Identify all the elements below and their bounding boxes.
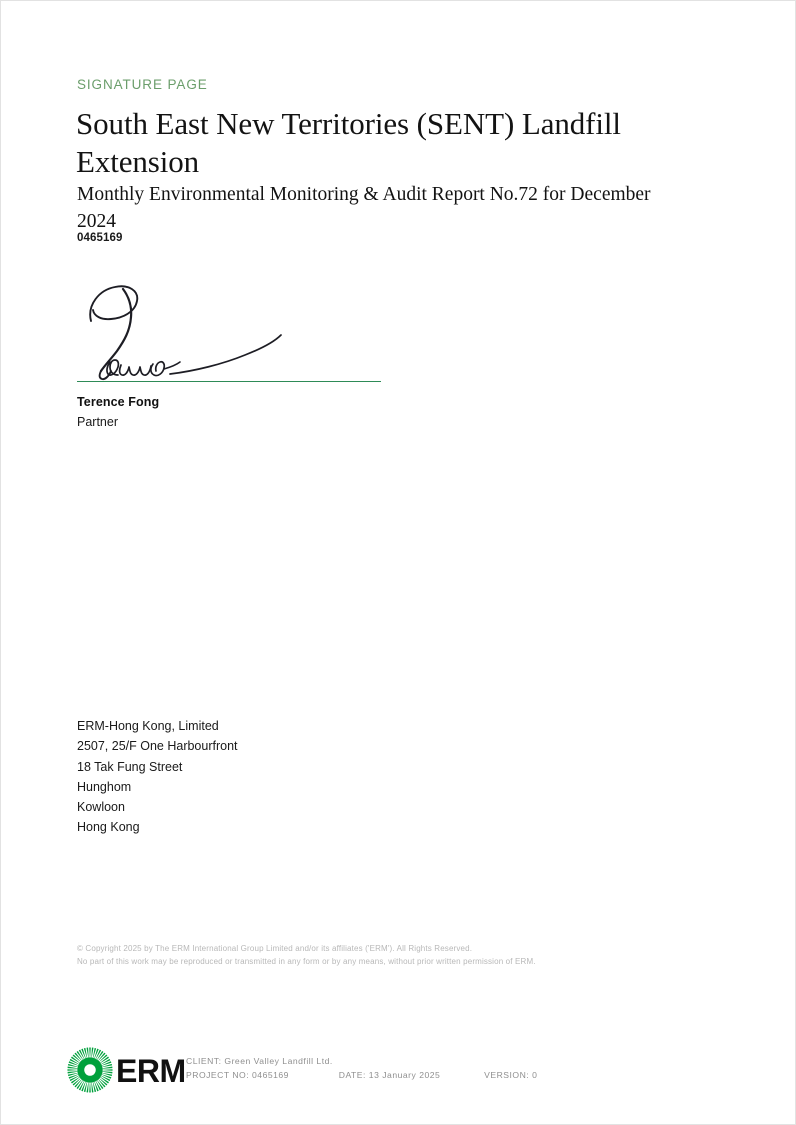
page-section-label: SIGNATURE PAGE bbox=[77, 77, 208, 92]
handwritten-signature-icon bbox=[77, 279, 381, 383]
footer-metadata bbox=[186, 1054, 537, 1082]
erm-sunburst-logo-icon bbox=[67, 1047, 113, 1093]
project-number: 0465169 bbox=[77, 232, 123, 244]
erm-logo bbox=[67, 1045, 186, 1095]
version-label: VERSION: 0 bbox=[484, 1070, 538, 1080]
footer-client-row bbox=[186, 1054, 537, 1068]
copyright-line: No part of this work may be reproduced or transmitted in any form or by any means, without prior written permission of ERM. bbox=[77, 957, 536, 966]
address-line: Hunghom bbox=[77, 779, 132, 794]
page-title: South East New Territories (SENT) Landfill Extension bbox=[76, 106, 621, 179]
footer-project-row bbox=[186, 1068, 537, 1082]
address-line: 18 Tak Fung Street bbox=[77, 759, 183, 774]
copyright-notice bbox=[77, 942, 536, 968]
address-line: Kowloon bbox=[77, 800, 125, 815]
company-address bbox=[77, 716, 238, 838]
address-line: ERM-Hong Kong, Limited bbox=[77, 719, 219, 733]
page-subtitle: Monthly Environmental Monitoring & Audit Report No.72 for December 2024 bbox=[77, 184, 651, 232]
signature-block bbox=[77, 279, 381, 383]
signer-role: Partner bbox=[77, 415, 118, 429]
copyright-line: © Copyright 2025 by The ERM International Group Limited and/or its affiliates ('ERM'). All Rights Reserved. bbox=[77, 944, 473, 953]
client-label: CLIENT: Green Valley Landfill Ltd. bbox=[186, 1056, 333, 1066]
address-line: Hong Kong bbox=[77, 820, 140, 835]
project-label: PROJECT NO: 0465169 bbox=[186, 1070, 289, 1080]
address-line: 2507, 25/F One Harbourfront bbox=[77, 739, 238, 754]
signer-name: Terence Fong bbox=[77, 395, 160, 409]
page-footer bbox=[67, 1045, 747, 1095]
signature-rule bbox=[77, 381, 381, 382]
erm-logo-text: ERM bbox=[116, 1052, 186, 1089]
date-label: DATE: 13 January 2025 bbox=[338, 1070, 441, 1080]
